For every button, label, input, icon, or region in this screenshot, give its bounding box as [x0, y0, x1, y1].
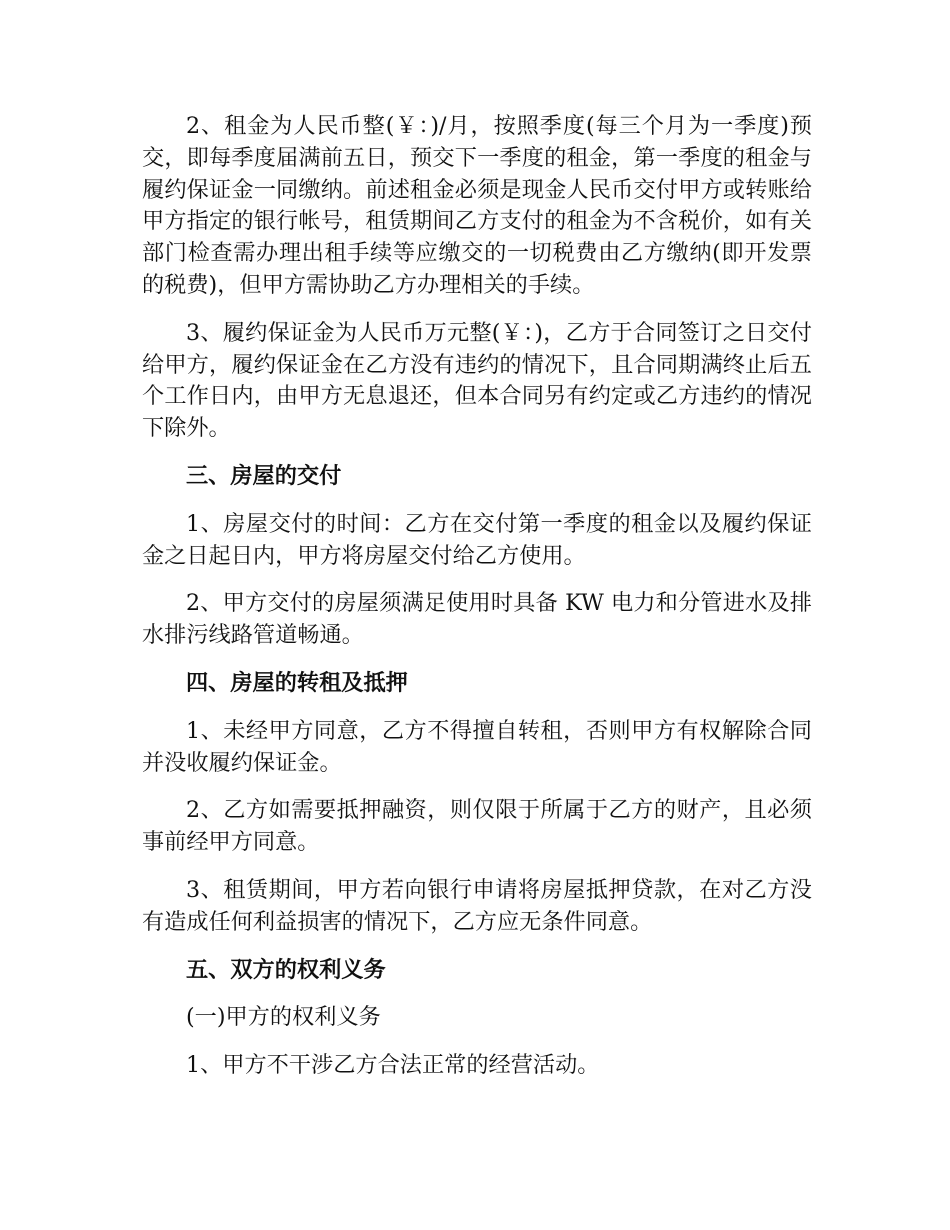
clause-sublease: 1、未经甲方同意，乙方不得擅自转租，否则甲方有权解除合同并没收履约保证金。	[142, 717, 812, 776]
clause-delivery-conditions: 2、甲方交付的房屋须满足使用时具备 KW 电力和分管进水及排水排污线路管道畅通。	[142, 590, 812, 649]
document-page	[142, 111, 812, 1098]
subsection-party-a-rights: (一)甲方的权利义务	[186, 1004, 381, 1031]
section-heading-delivery: 三、房屋的交付	[186, 462, 342, 489]
clause-deposit: 3、履约保证金为人民币万元整(￥：)，乙方于合同签订之日交付给甲方，履约保证金在乙方没有违约的情况下，且合同期满终止后五个工作日内，由甲方无息退还，但本合同另有约定或乙方违约的情况下除外。	[142, 319, 812, 442]
clause-non-interference: 1、甲方不干涉乙方合法正常的经营活动。	[186, 1052, 600, 1079]
clause-rent-payment: 2、租金为人民币整(￥：)/月，按照季度(每三个月为一季度)预交，即每季度届满前五日，预交下一季度的租金，第一季度的租金与履约保证金一同缴纳。前述租金必须是现金人民币交付甲方或转账给甲方指定的银行帐号，租赁期间乙方支付的租金为不含税价，如有关部门检查需办理出租手续等应缴交的一切税费由乙方缴纳(即开发票的税费)，但甲方需协助乙方办理相关的手续。	[142, 113, 812, 298]
clause-delivery-time: 1、房屋交付的时间：乙方在交付第一季度的租金以及履约保证金之日起日内，甲方将房屋交付给乙方使用。	[142, 510, 812, 569]
section-heading-sublease-mortgage: 四、房屋的转租及抵押	[186, 669, 408, 696]
section-heading-rights-obligations: 五、双方的权利义务	[186, 956, 386, 983]
clause-financing: 2、乙方如需要抵押融资，则仅限于所属于乙方的财产，且必须事前经甲方同意。	[142, 797, 812, 856]
clause-mortgage: 3、租赁期间，甲方若向银行申请将房屋抵押贷款，在对乙方没有造成任何利益损害的情况下，乙方应无条件同意。	[142, 876, 812, 935]
